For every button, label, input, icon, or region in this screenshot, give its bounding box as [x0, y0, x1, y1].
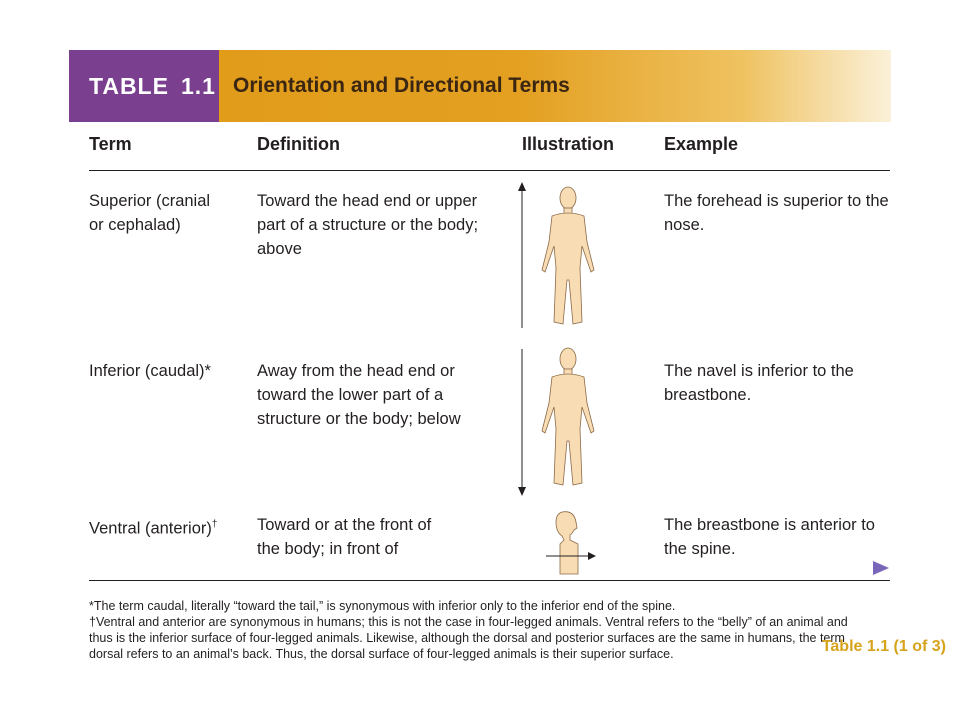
definition-cell — [257, 359, 461, 431]
term-line: Superior (cranial — [89, 192, 211, 210]
term-cell — [89, 189, 210, 237]
footnote-ventral: †Ventral and anterior are synonymous in humans; this is not the case in four-legged animals. Ventral refers to the “belly” of an animal and — [89, 615, 848, 629]
table-tag-number: 1.1 — [180, 72, 216, 99]
example-line: nose. — [664, 216, 705, 234]
next-slide-arrow-icon[interactable] — [873, 561, 889, 575]
human-figure-arrow-up-icon — [512, 182, 612, 332]
column-header-definition: Definition — [257, 134, 340, 154]
bottom-rule — [89, 580, 890, 581]
example-line: the spine. — [664, 540, 736, 558]
definition-line: structure or the body; below — [257, 410, 461, 428]
definition-cell — [257, 189, 478, 261]
example-cell — [664, 513, 875, 561]
example-line: The breastbone is anterior to — [664, 516, 875, 534]
definition-line: Toward or at the front of — [257, 516, 432, 534]
table-title: Orientation and Directional Terms — [233, 74, 570, 97]
example-cell — [664, 189, 889, 237]
term-cell — [89, 359, 211, 383]
table-tag-word: TABLE — [89, 72, 169, 99]
column-header-example: Example — [664, 134, 739, 154]
definition-line: above — [257, 240, 302, 258]
definition-line: the body; in front of — [257, 540, 399, 558]
slide-caption: Table 1.1 (1 of 3) — [821, 638, 946, 655]
example-line: The navel is inferior to the — [664, 362, 854, 380]
header-rule — [89, 170, 890, 171]
table-banner — [69, 50, 891, 122]
definition-cell — [257, 513, 431, 561]
human-profile-arrow-forward-icon — [540, 510, 600, 576]
column-header-term: Term — [89, 134, 132, 154]
footnote-caudal: *The term caudal, literally “toward the tail,” is synonymous with inferior only to the inferior end of the spine. — [89, 599, 676, 613]
definition-line: part of a structure or the body; — [257, 216, 479, 234]
example-line: breastbone. — [664, 386, 752, 404]
footnote-ventral-cont: thus is the inferior surface of four-legged animals. Likewise, although the dorsal and posterior surfaces are the same in humans, the term — [89, 631, 845, 645]
column-header-illustration: Illustration — [522, 134, 615, 154]
definition-line: Toward the head end or upper — [257, 192, 478, 210]
term-cell — [89, 513, 217, 541]
term-footnote-mark: † — [211, 519, 218, 530]
definition-line: Away from the head end or — [257, 362, 455, 380]
example-cell — [664, 359, 854, 407]
table-tag — [69, 50, 219, 122]
term-line: or cephalad) — [89, 216, 181, 234]
example-line: The forehead is superior to the — [664, 192, 889, 210]
footnote-ventral-cont: dorsal refers to an animal’s back. Thus, the dorsal surface of four-legged animals is their superior surface. — [89, 647, 674, 661]
definition-line: toward the lower part of a — [257, 386, 444, 404]
term-line: Ventral (anterior) — [89, 519, 212, 538]
term-line: Inferior (caudal)* — [89, 362, 211, 380]
human-figure-arrow-down-icon — [512, 345, 612, 497]
